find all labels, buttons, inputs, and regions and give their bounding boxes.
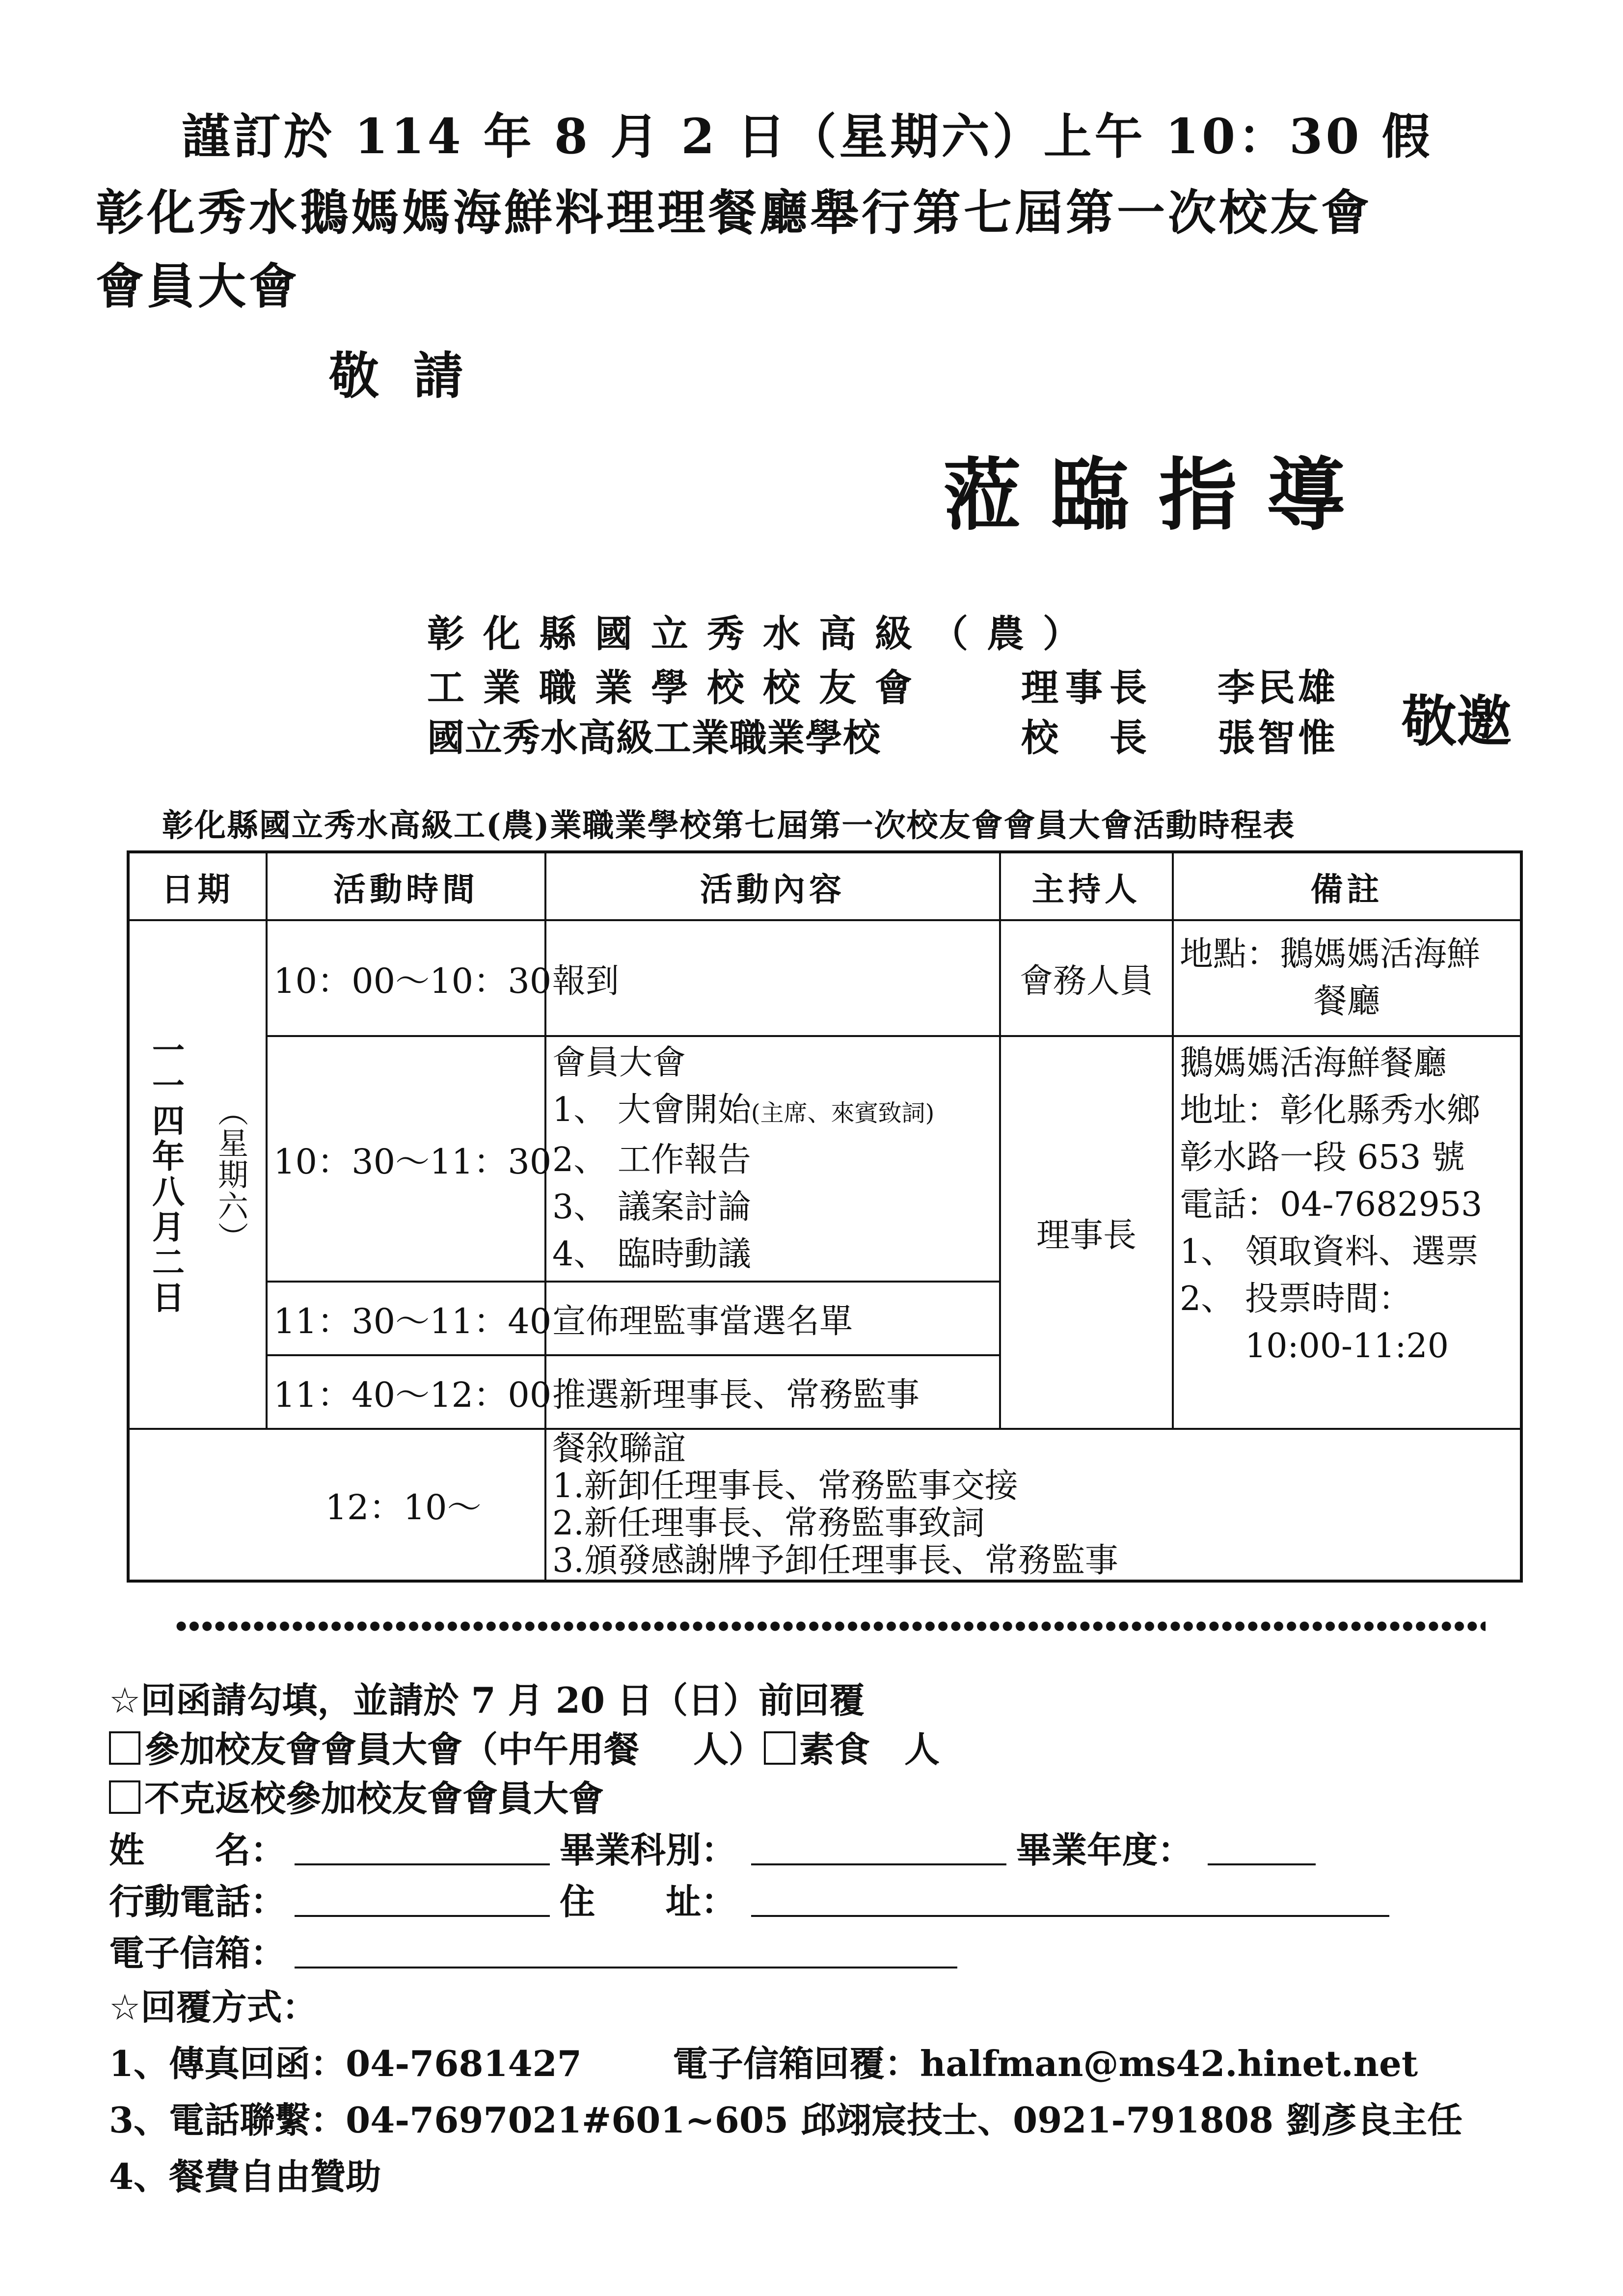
content-cell: 宣佈理監事當選名單 bbox=[545, 1282, 1000, 1355]
note-line: 鵝媽媽活海鮮餐廳 bbox=[1180, 1044, 1447, 1083]
label-year: 畢業年度： bbox=[1016, 1829, 1193, 1871]
content-item: 3、 議案討論 bbox=[552, 1188, 751, 1227]
item-note: (主席、來賓致詞) bbox=[751, 1099, 935, 1127]
address-field[interactable] bbox=[751, 1915, 1389, 1917]
date-weekday: （星期六） bbox=[213, 1096, 249, 1253]
attend-checkbox[interactable] bbox=[109, 1731, 140, 1765]
note-line: 地址：彰化縣秀水鄉 bbox=[1180, 1091, 1481, 1130]
time-cell: 12：10～ bbox=[128, 1429, 545, 1581]
header-time: 活動時間 bbox=[267, 852, 545, 920]
invitation-line-3: 會員大會 bbox=[96, 258, 300, 315]
method-email: 電子信箱回覆：halfman@ms42.hinet.net bbox=[673, 2043, 1418, 2084]
note-line: 彰水路一段 653 號 bbox=[1180, 1138, 1465, 1177]
note-cell bbox=[1173, 920, 1521, 1036]
content-cell bbox=[545, 1036, 1000, 1282]
method-phone: 3、電話聯繫：04-7697021#601~605 邱翊宸技士、0921-791808 劉彥良主任 bbox=[109, 2099, 1463, 2141]
content-item: 1、 大會開始(主席、來賓致詞) bbox=[552, 1091, 935, 1129]
content-item: 2.新任理事長、常務監事致詞 bbox=[552, 1503, 985, 1543]
option-attend: 參加校友會會員大會（中午用餐 人） 素食 人 bbox=[109, 1721, 940, 1772]
dotted-separator bbox=[175, 1620, 1486, 1632]
date-cell bbox=[128, 920, 267, 1429]
table-header-row bbox=[128, 852, 1521, 920]
time-cell: 11：40～12：00 bbox=[267, 1355, 545, 1429]
content-cell bbox=[545, 1429, 1521, 1581]
schedule-title: 彰化縣國立秀水高級工(農)業職業學校第七屆第一次校友會會員大會活動時程表 bbox=[162, 807, 1296, 844]
reply-notice: ☆回函請勾填，並請於 7 月 20 日（日）前回覆 bbox=[109, 1679, 865, 1721]
note-line: 電話：04-7682953 bbox=[1180, 1185, 1483, 1224]
method-fee: 4、餐費自由贊助 bbox=[109, 2156, 381, 2197]
option-decline: 不克返校參加校友會會員大會 bbox=[109, 1770, 604, 1821]
honorific: 敬請 bbox=[329, 347, 498, 406]
note-line: 10:00-11:20 bbox=[1245, 1327, 1449, 1366]
method-fax: 1、傳真回函：04-7681427 bbox=[109, 2043, 582, 2084]
grad-year-field[interactable] bbox=[1208, 1863, 1316, 1865]
request-text: 蒞臨指導 bbox=[943, 449, 1375, 541]
time-cell: 10：00～10：30 bbox=[267, 920, 545, 1036]
name-chairman: 李民雄 bbox=[1217, 666, 1338, 710]
date-main: 一一四年八月二日 bbox=[146, 1033, 185, 1316]
label-address: 住 址： bbox=[560, 1881, 737, 1922]
star-icon: ☆ bbox=[109, 1987, 141, 2028]
label-phone: 行動電話： bbox=[109, 1881, 286, 1922]
header-content: 活動內容 bbox=[545, 852, 1000, 920]
email-field[interactable] bbox=[295, 1967, 957, 1968]
title-chairman: 理事長 bbox=[1021, 666, 1154, 710]
note-line: 地點：鵝媽媽活海鮮 bbox=[1180, 935, 1481, 974]
content-item: 3.頒發感謝牌予卸任理事長、常務監事 bbox=[552, 1541, 1118, 1580]
table-row bbox=[128, 1036, 1521, 1282]
note-line: 1、 領取資料、選票 bbox=[1180, 1232, 1479, 1271]
content-cell: 推選新理事長、常務監事 bbox=[545, 1355, 1000, 1429]
star-icon: ☆ bbox=[109, 1680, 141, 1721]
header-date: 日期 bbox=[128, 852, 267, 920]
note-line: 2、 投票時間： bbox=[1180, 1280, 1412, 1318]
name-field[interactable] bbox=[295, 1863, 550, 1865]
invitation-line-2: 彰化秀水鵝媽媽海鮮料理理餐廳舉行第七屆第一次校友會 bbox=[96, 185, 1373, 241]
decline-checkbox[interactable] bbox=[109, 1780, 140, 1814]
content-title: 餐敘聯誼 bbox=[552, 1429, 686, 1468]
header-host: 主持人 bbox=[1000, 852, 1173, 920]
content-item: 2、 工作報告 bbox=[552, 1141, 751, 1179]
org-line-2: 工業職業學校校友會 bbox=[427, 666, 931, 710]
note-line: 餐廳 bbox=[1313, 982, 1380, 1021]
invitation-line-1: 謹訂於 114 年 8 月 2 日（星期六）上午 10：30 假 bbox=[182, 109, 1433, 165]
content-title: 會員大會 bbox=[552, 1043, 686, 1082]
note-cell bbox=[1173, 1036, 1521, 1429]
label-name: 姓 名： bbox=[109, 1829, 286, 1871]
methods-title: ☆回覆方式： bbox=[109, 1986, 318, 2028]
phone-field[interactable] bbox=[295, 1915, 550, 1917]
table-row bbox=[128, 1429, 1521, 1581]
label-dept: 畢業科別： bbox=[560, 1829, 737, 1871]
header-note: 備註 bbox=[1173, 852, 1521, 920]
host-cell: 理事長 bbox=[1000, 1036, 1173, 1429]
department-field[interactable] bbox=[751, 1863, 1006, 1865]
schedule-table bbox=[127, 850, 1523, 1583]
regards-text: 敬邀 bbox=[1402, 689, 1512, 754]
content-item: 1.新卸任理事長、常務監事交接 bbox=[552, 1466, 1018, 1505]
content-item: 4、 臨時動議 bbox=[552, 1235, 751, 1274]
content-cell: 報到 bbox=[545, 920, 1000, 1036]
host-cell: 會務人員 bbox=[1000, 920, 1173, 1036]
vegetarian-checkbox[interactable] bbox=[764, 1731, 795, 1765]
time-cell: 11：30～11：40 bbox=[267, 1282, 545, 1355]
label-email: 電子信箱： bbox=[109, 1932, 286, 1974]
table-row bbox=[128, 920, 1521, 1036]
title-principal: 校 長 bbox=[1021, 716, 1154, 760]
time-cell: 10：30～11：30 bbox=[267, 1036, 545, 1282]
org-line-3: 國立秀水高級工業職業學校 bbox=[427, 716, 881, 760]
org-line-1: 彰化縣國立秀水高級（農） bbox=[427, 612, 1099, 656]
name-principal: 張智惟 bbox=[1217, 716, 1338, 760]
